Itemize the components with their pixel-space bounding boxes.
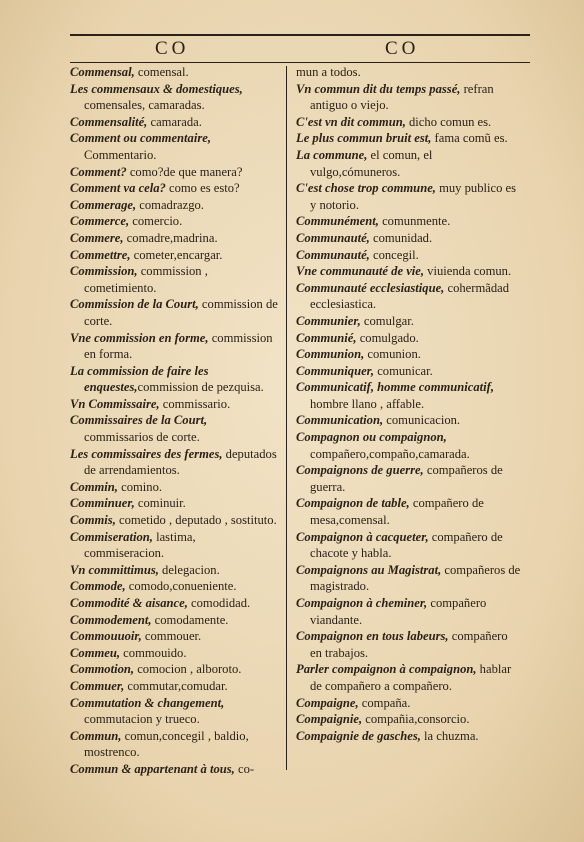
entry-headword: Compaignons de guerre, bbox=[296, 463, 424, 478]
dictionary-entry bbox=[296, 628, 522, 661]
entry-definition: mun a todos. bbox=[296, 65, 361, 79]
dictionary-entry bbox=[296, 412, 522, 429]
entry-headword: Commun, bbox=[70, 728, 122, 743]
entry-headword: Compaignon de table, bbox=[296, 496, 410, 511]
entry-definition: cominuir. bbox=[134, 496, 186, 511]
entry-definition: commission de pezquisa. bbox=[137, 380, 264, 395]
dictionary-entry bbox=[70, 678, 278, 695]
entry-headword: Communié, bbox=[296, 330, 357, 345]
entry-definition: comensal. bbox=[134, 65, 189, 79]
entry-headword: La commission de faire les enquestes, bbox=[70, 363, 209, 395]
entry-definition: compañero de chacote y habla. bbox=[310, 529, 503, 561]
entry-headword: Vn committimus, bbox=[70, 562, 159, 577]
entry-definition: cohermãdad ecclesiastica. bbox=[310, 280, 510, 312]
entry-headword: Vne communauté de vie, bbox=[296, 264, 425, 279]
entry-definition: compañeros de magistrado. bbox=[310, 562, 521, 594]
entry-definition: el comun, el vulgo,cómuneros. bbox=[310, 147, 433, 179]
dictionary-entry bbox=[70, 164, 278, 181]
dictionary-entry bbox=[296, 429, 522, 462]
dictionary-entry bbox=[70, 495, 278, 512]
dictionary-entry bbox=[70, 695, 278, 728]
dictionary-entry bbox=[296, 529, 522, 562]
entry-headword: Vne commission en forme, bbox=[70, 330, 209, 345]
left-column bbox=[70, 64, 278, 778]
entry-headword: Commiseration, bbox=[70, 529, 153, 544]
dictionary-entry bbox=[70, 396, 278, 413]
entry-definition: commission de corte. bbox=[84, 297, 278, 328]
entry-definition: comodo,conueniente. bbox=[125, 579, 237, 594]
dictionary-entry bbox=[296, 711, 522, 728]
entry-headword: Commettre, bbox=[70, 247, 131, 262]
entry-definition: commissario. bbox=[159, 396, 231, 411]
dictionary-entry bbox=[296, 230, 522, 247]
dictionary-entry bbox=[296, 562, 522, 595]
entry-definition: comocion , alboroto. bbox=[134, 662, 242, 677]
entry-headword: Vn Commissaire, bbox=[70, 396, 160, 411]
dictionary-entry bbox=[296, 147, 522, 180]
dictionary-entry bbox=[70, 197, 278, 214]
entry-definition: camarada. bbox=[147, 114, 202, 129]
dictionary-entry bbox=[296, 330, 522, 347]
entry-definition: Commentario. bbox=[84, 147, 157, 162]
entry-headword: Commodement, bbox=[70, 612, 152, 627]
entry-definition: commutar,comudar. bbox=[124, 678, 228, 693]
dictionary-entry bbox=[296, 180, 522, 213]
entry-headword: Commerce, bbox=[70, 214, 130, 229]
entry-headword: Communicatif, homme communicatif, bbox=[296, 380, 495, 395]
entry-headword: Communier, bbox=[296, 313, 361, 328]
entry-definition: commouer. bbox=[141, 629, 202, 644]
entry-definition: compañero viandante. bbox=[310, 596, 487, 627]
dictionary-entry bbox=[70, 578, 278, 595]
entry-definition: cometido , deputado , sostituto. bbox=[115, 513, 277, 528]
entry-headword: Commotion, bbox=[70, 662, 135, 677]
dictionary-entry bbox=[296, 313, 522, 330]
entry-headword: Comment va cela? bbox=[70, 181, 166, 196]
entry-definition: comodamente. bbox=[151, 612, 229, 627]
entry-headword: Compaignie, bbox=[296, 712, 363, 727]
entry-definition: hombre llano , affable. bbox=[310, 396, 425, 411]
entry-definition: hablar de compañero a compañero. bbox=[310, 662, 512, 693]
entry-definition: commissarios de corte. bbox=[84, 430, 200, 445]
dictionary-entry bbox=[70, 180, 278, 197]
entry-headword: Compaignons au Magistrat, bbox=[296, 562, 442, 577]
entry-headword: Comminuer, bbox=[70, 496, 135, 511]
entry-headword: C'est chose trop commune, bbox=[296, 181, 436, 196]
dictionary-entry bbox=[70, 230, 278, 247]
entry-definition: comadrazgo. bbox=[136, 197, 204, 212]
dictionary-entry bbox=[70, 114, 278, 131]
entry-headword: Le plus commun bruit est, bbox=[296, 131, 432, 146]
entry-definition: viuienda comun. bbox=[424, 264, 512, 279]
entry-headword: Communauté, bbox=[296, 247, 370, 262]
dictionary-entry bbox=[296, 462, 522, 495]
dictionary-entry bbox=[296, 280, 522, 313]
entry-definition: commouido. bbox=[120, 645, 187, 660]
entry-definition: muy publico es y notorio. bbox=[310, 181, 517, 212]
entry-definition: compañia,consorcio. bbox=[362, 712, 470, 727]
entry-headword: Compagnon ou compaignon, bbox=[296, 430, 447, 445]
dictionary-entry bbox=[70, 595, 278, 612]
entry-headword: Commissaires de la Court, bbox=[70, 413, 208, 428]
entry-definition: comunicacion. bbox=[383, 413, 461, 428]
entry-definition: refran antiguo o viejo. bbox=[310, 81, 494, 113]
entry-headword: Communiquer, bbox=[296, 363, 375, 378]
entry-definition: co- bbox=[234, 761, 255, 776]
dictionary-entry bbox=[296, 247, 522, 264]
entry-headword: C'est vn dit commun, bbox=[296, 114, 406, 129]
entry-definition: compañero,compaño,camarada. bbox=[310, 446, 470, 461]
entry-headword: Communauté ecclesiastique, bbox=[296, 280, 445, 295]
entry-definition: comensales, camaradas. bbox=[84, 98, 205, 113]
entry-definition: comun,concegil , baldio, mostrenco. bbox=[84, 728, 249, 760]
dictionary-entry bbox=[296, 114, 522, 131]
dictionary-entry bbox=[296, 64, 522, 81]
entry-definition: comulgado. bbox=[356, 330, 419, 345]
dictionary-entry bbox=[70, 562, 278, 579]
dictionary-entry bbox=[70, 612, 278, 629]
dictionary-entry bbox=[296, 213, 522, 230]
dictionary-entry bbox=[296, 363, 522, 380]
entry-headword: Commensalité, bbox=[70, 114, 148, 129]
entry-definition: comunidad. bbox=[369, 230, 433, 245]
entry-headword: Compaignon à cheminer, bbox=[296, 596, 428, 610]
dictionary-entry bbox=[296, 81, 522, 114]
entry-headword: Les commissaires des fermes, bbox=[70, 446, 223, 461]
entry-headword: Vn commun dit du temps passé, bbox=[296, 81, 461, 96]
entry-definition: comodidad. bbox=[187, 596, 251, 610]
entry-headword: Commuer, bbox=[70, 678, 125, 693]
entry-headword: Communion, bbox=[296, 347, 365, 362]
entry-definition: como?de que manera? bbox=[126, 164, 243, 179]
entry-headword: Les commensaux & domestiques, bbox=[70, 81, 243, 96]
entry-definition: delegacion. bbox=[158, 562, 220, 577]
dictionary-entry bbox=[296, 379, 522, 412]
entry-headword: Compaigne, bbox=[296, 695, 359, 710]
dictionary-entry bbox=[70, 628, 278, 645]
header-left: CO bbox=[155, 38, 190, 59]
entry-headword: Compaignon à cacqueter, bbox=[296, 529, 429, 544]
entry-headword: Commission de la Court, bbox=[70, 297, 199, 312]
dictionary-entry bbox=[296, 495, 522, 528]
dictionary-entry bbox=[296, 595, 522, 628]
entry-headword: Commerage, bbox=[70, 197, 137, 212]
dictionary-entry bbox=[296, 661, 522, 694]
dictionary-entry bbox=[296, 263, 522, 280]
entry-definition: cometer,encargar. bbox=[130, 247, 223, 262]
dictionary-entry bbox=[70, 330, 278, 363]
entry-headword: Commouuoir, bbox=[70, 629, 142, 644]
dictionary-entry bbox=[70, 512, 278, 529]
entry-definition: compaña. bbox=[358, 695, 411, 710]
entry-definition: concegil. bbox=[369, 247, 419, 262]
entry-headword: La commune, bbox=[296, 147, 368, 162]
entry-headword: Commis, bbox=[70, 513, 116, 528]
entry-definition: compañero de mesa,comensal. bbox=[310, 496, 484, 528]
entry-headword: Comment? bbox=[70, 164, 127, 179]
dictionary-entry bbox=[296, 695, 522, 712]
entry-definition: lastima, commiseracion. bbox=[84, 529, 196, 561]
entry-headword: Communément, bbox=[296, 214, 379, 229]
entry-definition: comunicar. bbox=[374, 363, 433, 378]
entry-headword: Commode, bbox=[70, 579, 126, 594]
entry-definition: comunmente. bbox=[378, 214, 451, 229]
entry-definition: commission en forma. bbox=[84, 330, 273, 362]
dictionary-entry bbox=[296, 130, 522, 147]
dictionary-entry bbox=[70, 64, 278, 81]
entry-headword: Commun & appartenant à tous, bbox=[70, 761, 235, 776]
entry-definition: comunion. bbox=[364, 347, 421, 362]
dictionary-entry bbox=[70, 296, 278, 329]
dictionary-entry bbox=[70, 446, 278, 479]
dictionary-entry bbox=[70, 81, 278, 114]
dictionary-entry bbox=[70, 645, 278, 662]
dictionary-entry bbox=[70, 761, 278, 778]
entry-headword: Comment ou commentaire, bbox=[70, 131, 211, 146]
entry-definition: commission , cometimiento. bbox=[84, 264, 208, 295]
entry-definition: comercio. bbox=[129, 214, 183, 229]
dictionary-entry bbox=[70, 412, 278, 445]
right-column bbox=[296, 64, 522, 744]
entry-definition: commutacion y trueco. bbox=[84, 712, 200, 727]
dictionary-entry bbox=[70, 479, 278, 496]
entry-headword: Commensal, bbox=[70, 65, 135, 79]
entry-definition: dicho comun es. bbox=[405, 114, 492, 129]
entry-headword: Parler compaignon à compaignon, bbox=[296, 662, 477, 677]
entry-headword: Commutation & changement, bbox=[70, 695, 225, 710]
entry-definition: la chuzma. bbox=[420, 728, 479, 743]
entry-definition: comino. bbox=[117, 479, 163, 494]
entry-definition: compañeros de guerra. bbox=[310, 463, 503, 494]
entry-definition: compañero en trabajos. bbox=[310, 629, 508, 660]
entry-definition: comulgar. bbox=[360, 313, 414, 328]
dictionary-entry bbox=[70, 247, 278, 264]
dictionary-entry bbox=[70, 363, 278, 396]
entry-headword: Commin, bbox=[70, 479, 118, 494]
dictionary-entry bbox=[296, 728, 522, 745]
dictionary-entry bbox=[296, 346, 522, 363]
dictionary-entry bbox=[70, 263, 278, 296]
dictionary-entry bbox=[70, 728, 278, 761]
header-right: CO bbox=[385, 38, 420, 59]
column-divider bbox=[286, 66, 287, 770]
entry-definition: fama comũ es. bbox=[431, 131, 508, 146]
running-header bbox=[70, 36, 530, 64]
entry-headword: Compaignon en tous labeurs, bbox=[296, 629, 449, 644]
entry-headword: Commission, bbox=[70, 264, 138, 279]
entry-headword: Communication, bbox=[296, 413, 384, 428]
entry-headword: Commeu, bbox=[70, 645, 121, 660]
dictionary-entry bbox=[70, 661, 278, 678]
entry-headword: Compaignie de gasches, bbox=[296, 728, 421, 743]
entry-headword: Commodité & aisance, bbox=[70, 596, 188, 610]
dictionary-entry bbox=[70, 529, 278, 562]
entry-headword: Communauté, bbox=[296, 230, 370, 245]
header-rule bbox=[70, 62, 530, 63]
entry-definition: como es esto? bbox=[165, 181, 240, 196]
entry-definition: deputados de arrendamientos. bbox=[84, 446, 277, 478]
entry-headword: Commere, bbox=[70, 230, 124, 245]
dictionary-entry bbox=[70, 213, 278, 230]
dictionary-entry bbox=[70, 130, 278, 163]
entry-definition: comadre,madrina. bbox=[123, 230, 218, 245]
